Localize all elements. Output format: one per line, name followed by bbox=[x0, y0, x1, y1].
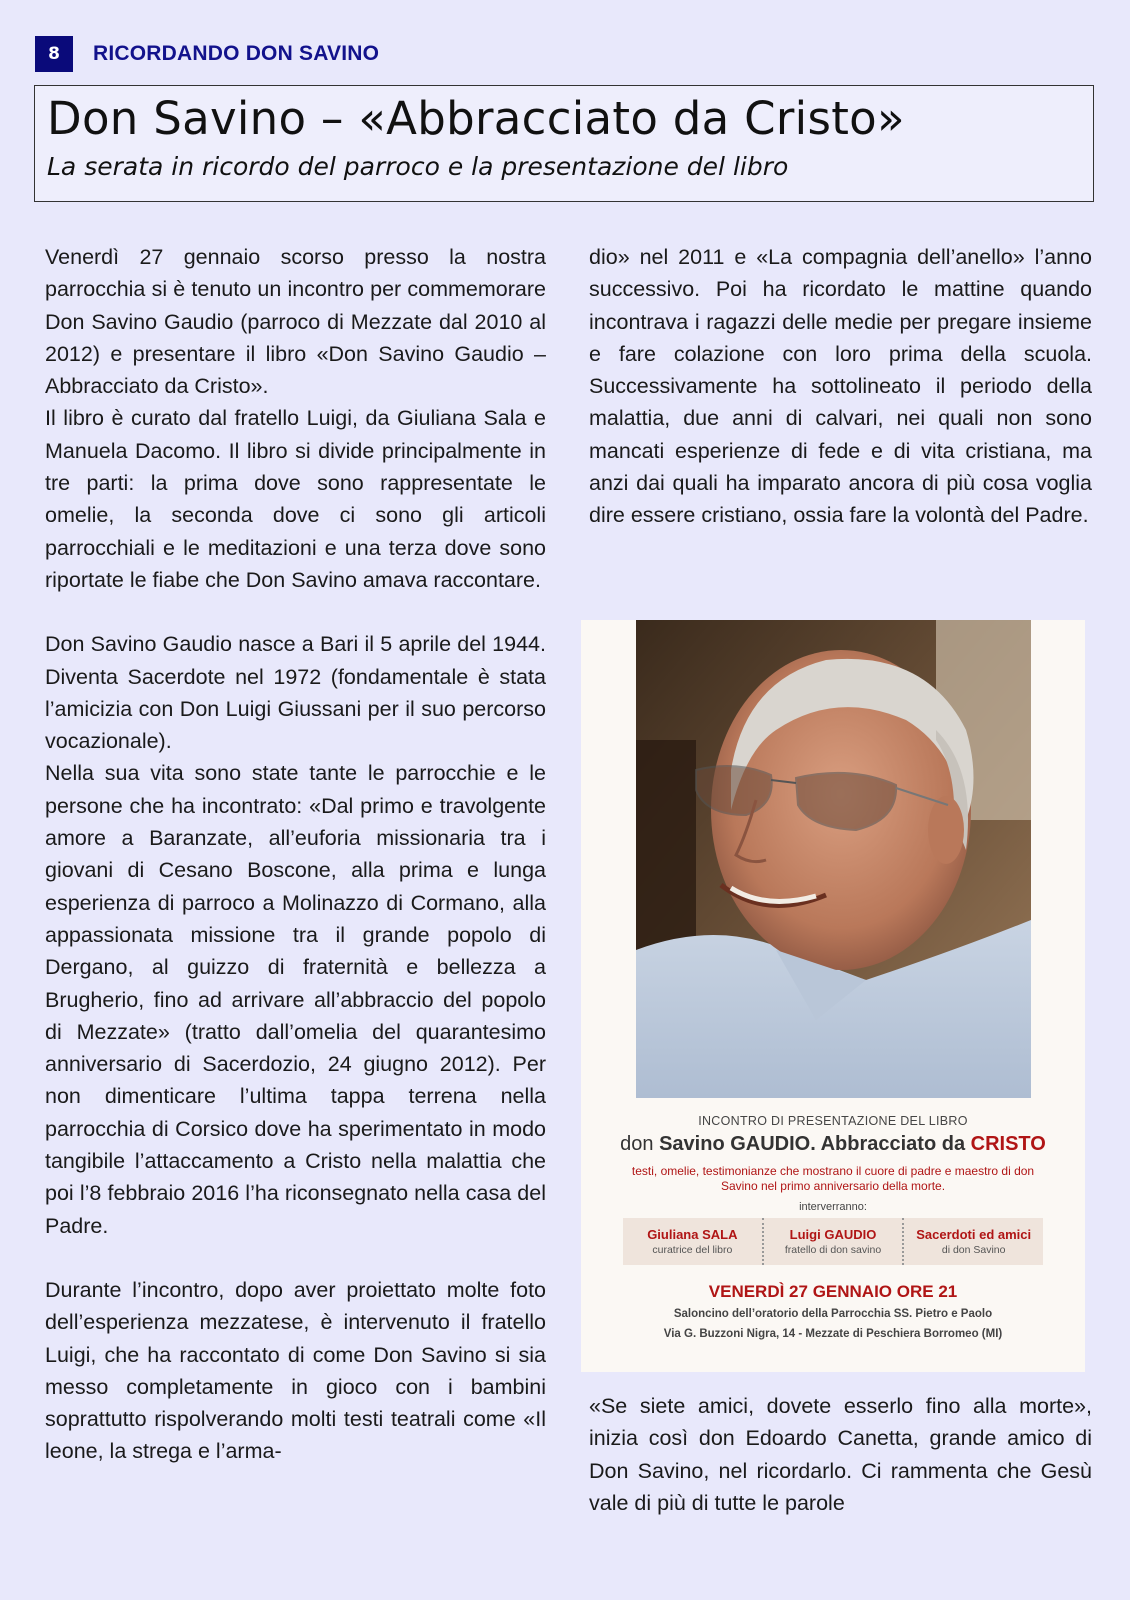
speaker-role: di don Savino bbox=[941, 1244, 1006, 1256]
right-column-bottom bbox=[589, 1390, 1092, 1519]
flyer-address: Via G. Buzzoni Nigra, 14 - Mezzate di Peschiera Borromeo (MI) bbox=[663, 1328, 1003, 1340]
speaker-name: Sacerdoti ed amici bbox=[916, 1227, 1032, 1242]
flyer-title-name: Savino GAUDIO. Abbracciato da bbox=[659, 1133, 966, 1155]
paragraph: Venerdì 27 gennaio scorso presso la nostra parrocchia si è tenuto un incontro per commemorare Don Savino Gaudio (parroco di Mezzate dal 2010 al 2012) e presentare il libro «Don Savino Gaudio – Abbracciato da Cristo». bbox=[45, 245, 546, 399]
article-title: Don Savino – «Abbracciato da Cristo» bbox=[47, 92, 905, 145]
portrait-photo bbox=[636, 620, 1031, 1098]
flyer-place: Saloncino dell’oratorio della Parrocchia SS. Pietro e Paolo bbox=[673, 1308, 993, 1320]
speakers-band bbox=[623, 1218, 1043, 1265]
event-flyer bbox=[581, 620, 1085, 1372]
paragraph: dio» nel 2011 e «La compagnia dell’anello» l’anno successivo. Poi ha ricordato le mattine quando incontrava i ragazzi delle medie per pregare insieme e fare colazione con loro prima della scuola. Successivamente ha sottolineato il periodo della malattia, due anni di calvari, nei quali non sono mancati esperienze di fede e di vita cristiana, ma anzi dai quali ha imparato ancora di più cosa voglia dire essere cristiano, ossia fare la volontà del Padre. bbox=[589, 245, 1092, 528]
paragraph: «Se siete amici, dovete esserlo fino alla morte», inizia così don Edoardo Canetta, grande amico di Don Savino, nel ricordarlo. Ci rammenta che Gesù vale di più di tutte le parole bbox=[589, 1394, 1092, 1515]
paragraph: Nella sua vita sono state tante le parrocchie e le persone che ha incontrato: «Dal primo e travolgente amore a Baranzate, all’euforia missionaria tra i giovani di Cesano Boscone, alla prima e lunga esperienza di parroco a Molinazzo di Cormano, alla appassionata missione tra il grande popolo di Dergano, al guizzo di fraternità e bellezza a Brugherio, fino ad arrivare all’abbraccio del popolo di Mezzate» (tratto dall’omelia del quarantesimo anniversario di Sacerdozio, 24 giugno 2012). Per non dimenticare l’ultima tappa terrena nella parrocchia di Corsico dove ha sperimentato in modo tangibile l’attaccamento a Cristo nella malattia che poi l’8 febbraio 2016 l’ha riconsegnato nella casa del Padre. bbox=[45, 761, 546, 1238]
speaker bbox=[904, 1218, 1043, 1265]
flyer-date: VENERDÌ 27 GENNAIO ORE 21 bbox=[708, 1282, 958, 1301]
page-number: 8 bbox=[35, 36, 73, 72]
flyer-text bbox=[581, 1106, 1085, 1372]
paragraph: Durante l’incontro, dopo aver proiettato molte foto dell’esperienza mezzatese, è intervenuto il fratello Luigi, che ha raccontato di come Don Savino si sia messo completamente in gioco con i bambini soprattutto rispolverando molti testi teatrali come «Il leone, la strega e l’arma- bbox=[45, 1277, 546, 1464]
speaker-role: fratello di don savino bbox=[784, 1244, 882, 1256]
flyer-title-emph: CRISTO bbox=[970, 1133, 1046, 1155]
speaker bbox=[623, 1218, 764, 1265]
title-box bbox=[34, 85, 1094, 202]
right-column-top bbox=[589, 241, 1092, 532]
speaker-name: Giuliana SALA bbox=[647, 1227, 738, 1242]
speaker-name: Luigi GAUDIO bbox=[789, 1227, 877, 1242]
flyer-interverranno: interverranno: bbox=[799, 1201, 867, 1213]
flyer-title-prefix: don bbox=[620, 1133, 654, 1155]
speaker-role: curatrice del libro bbox=[652, 1244, 733, 1256]
paragraph: Don Savino Gaudio nasce a Bari il 5 aprile del 1944. Diventa Sacerdote nel 1972 (fondamentale è stata l’amicizia con Don Luigi Giussani per il suo percorso vocazionale). bbox=[45, 632, 546, 754]
speaker bbox=[764, 1218, 905, 1265]
section-title: RICORDANDO DON SAVINO bbox=[93, 42, 380, 65]
flyer-kicker: INCONTRO DI PRESENTAZIONE DEL LIBRO bbox=[698, 1114, 968, 1128]
flyer-title bbox=[581, 1133, 1085, 1156]
paragraph: Il libro è curato dal fratello Luigi, da Giuliana Sala e Manuela Dacomo. Il libro si divide principalmente in tre parti: la prima dove sono rappresentate le omelie, la seconda dove ci sono gli articoli parrocchiali e le meditazioni e una terza dove sono riportate le fiabe che Don Savino amava raccontare. bbox=[45, 406, 546, 592]
article-subtitle: La serata in ricordo del parroco e la presentazione del libro bbox=[47, 152, 789, 181]
flyer-subtitle: testi, omelie, testimonianze che mostrano il cuore di padre e maestro di don Savino nel primo anniversario della morte. bbox=[631, 1164, 1035, 1193]
left-column bbox=[45, 241, 546, 1468]
